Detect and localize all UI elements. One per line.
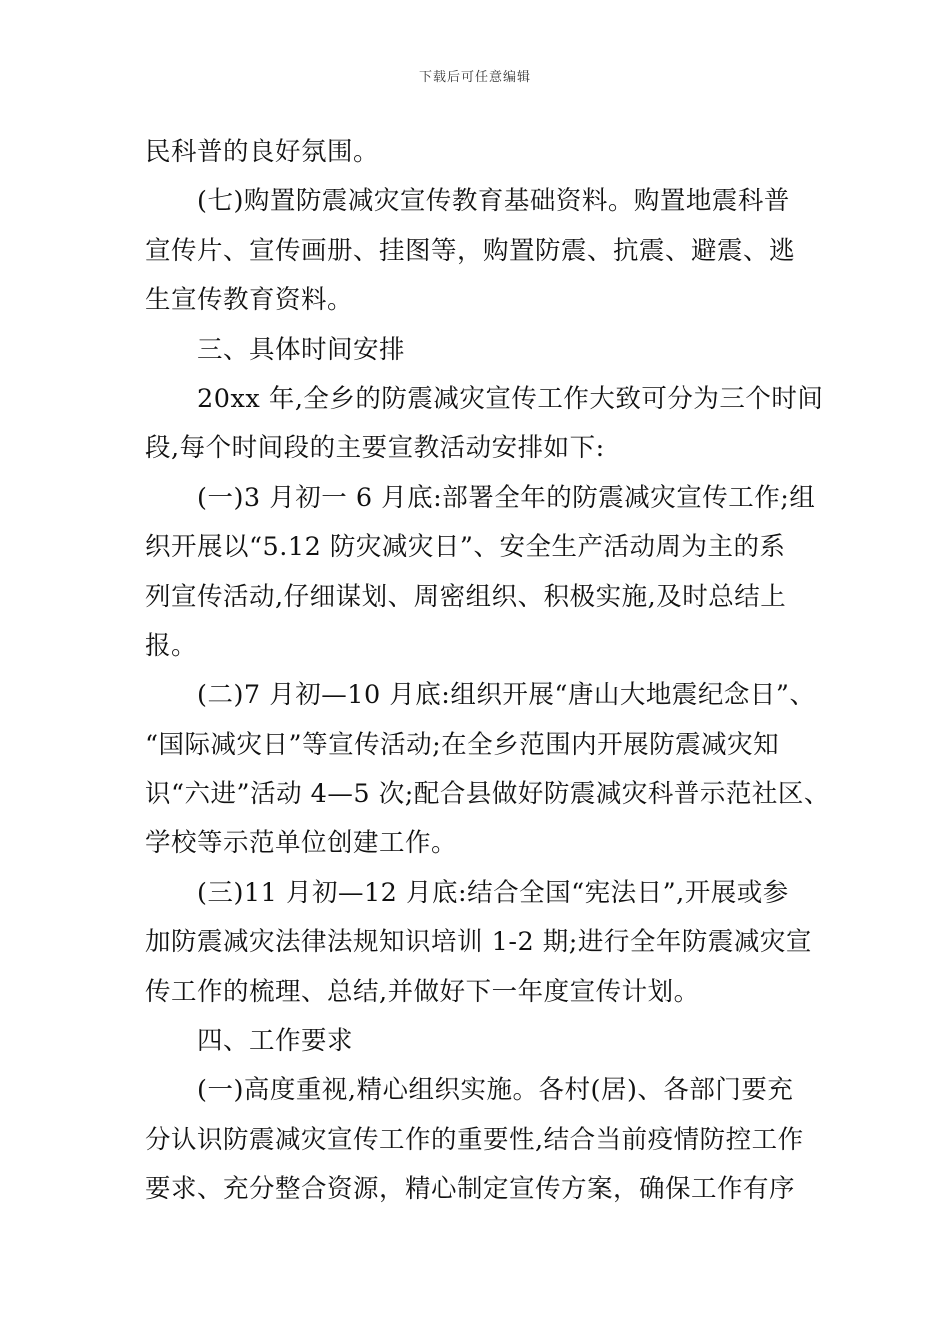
section-heading: 四、工作要求 (197, 1026, 354, 1057)
text-line: 生宣传教育资料。 (145, 285, 354, 316)
document-body (145, 128, 830, 1215)
text-line: 段,每个时间段的主要宣教活动安排如下: (145, 433, 605, 464)
text-line: 织开展以“5.12 防灾减灾日”、安全生产活动周为主的系 (145, 532, 786, 563)
text-line: 识“六进”活动 4—5 次;配合县做好防震减灾科普示范社区、 (145, 779, 830, 810)
text-line: 加防震减灾法律法规知识培训 1-2 期;进行全年防震减灾宣 (145, 927, 812, 958)
text-line: (一)3 月初一 6 月底:部署全年的防震减灾宣传工作;组 (197, 482, 816, 513)
text-line: 分认识防震减灾宣传工作的重要性,结合当前疫情防控工作 (145, 1124, 804, 1155)
page-header: 下载后可任意编辑 (418, 70, 531, 85)
text-line: 列宣传活动,仔细谋划、周密组织、积极实施,及时总结上 (145, 581, 787, 612)
section-heading: 三、具体时间安排 (197, 334, 406, 365)
text-line: 传工作的梳理、总结,并做好下一年度宣传计划。 (145, 976, 700, 1007)
text-line: (一)高度重视,精心组织实施。各村(居)、各部门要充 (197, 1075, 794, 1106)
text-line: 民科普的良好氛围。 (145, 137, 380, 167)
text-line: (三)11 月初—12 月底:结合全国“宪法日”,开展或参 (197, 877, 789, 908)
text-line: 学校等示范单位创建工作。 (145, 828, 458, 859)
text-line: (二)7 月初—10 月底:组织开展“唐山大地震纪念日”、 (197, 680, 816, 711)
text-line: 20xx 年,全乡的防震减灾宣传工作大致可分为三个时间 (197, 383, 824, 414)
text-line: “国际减灾日”等宣传活动;在全乡范围内开展防震减灾知 (145, 729, 780, 760)
text-line: 要求、充分整合资源，精心制定宣传方案，确保工作有序 (145, 1174, 796, 1205)
text-line: 宣传片、宣传画册、挂图等，购置防震、抗震、避震、逃 (145, 235, 796, 266)
text-line: 报。 (145, 630, 198, 661)
text-line: (七)购置防震减灾宣传教育基础资料。购置地震科普 (197, 186, 790, 217)
